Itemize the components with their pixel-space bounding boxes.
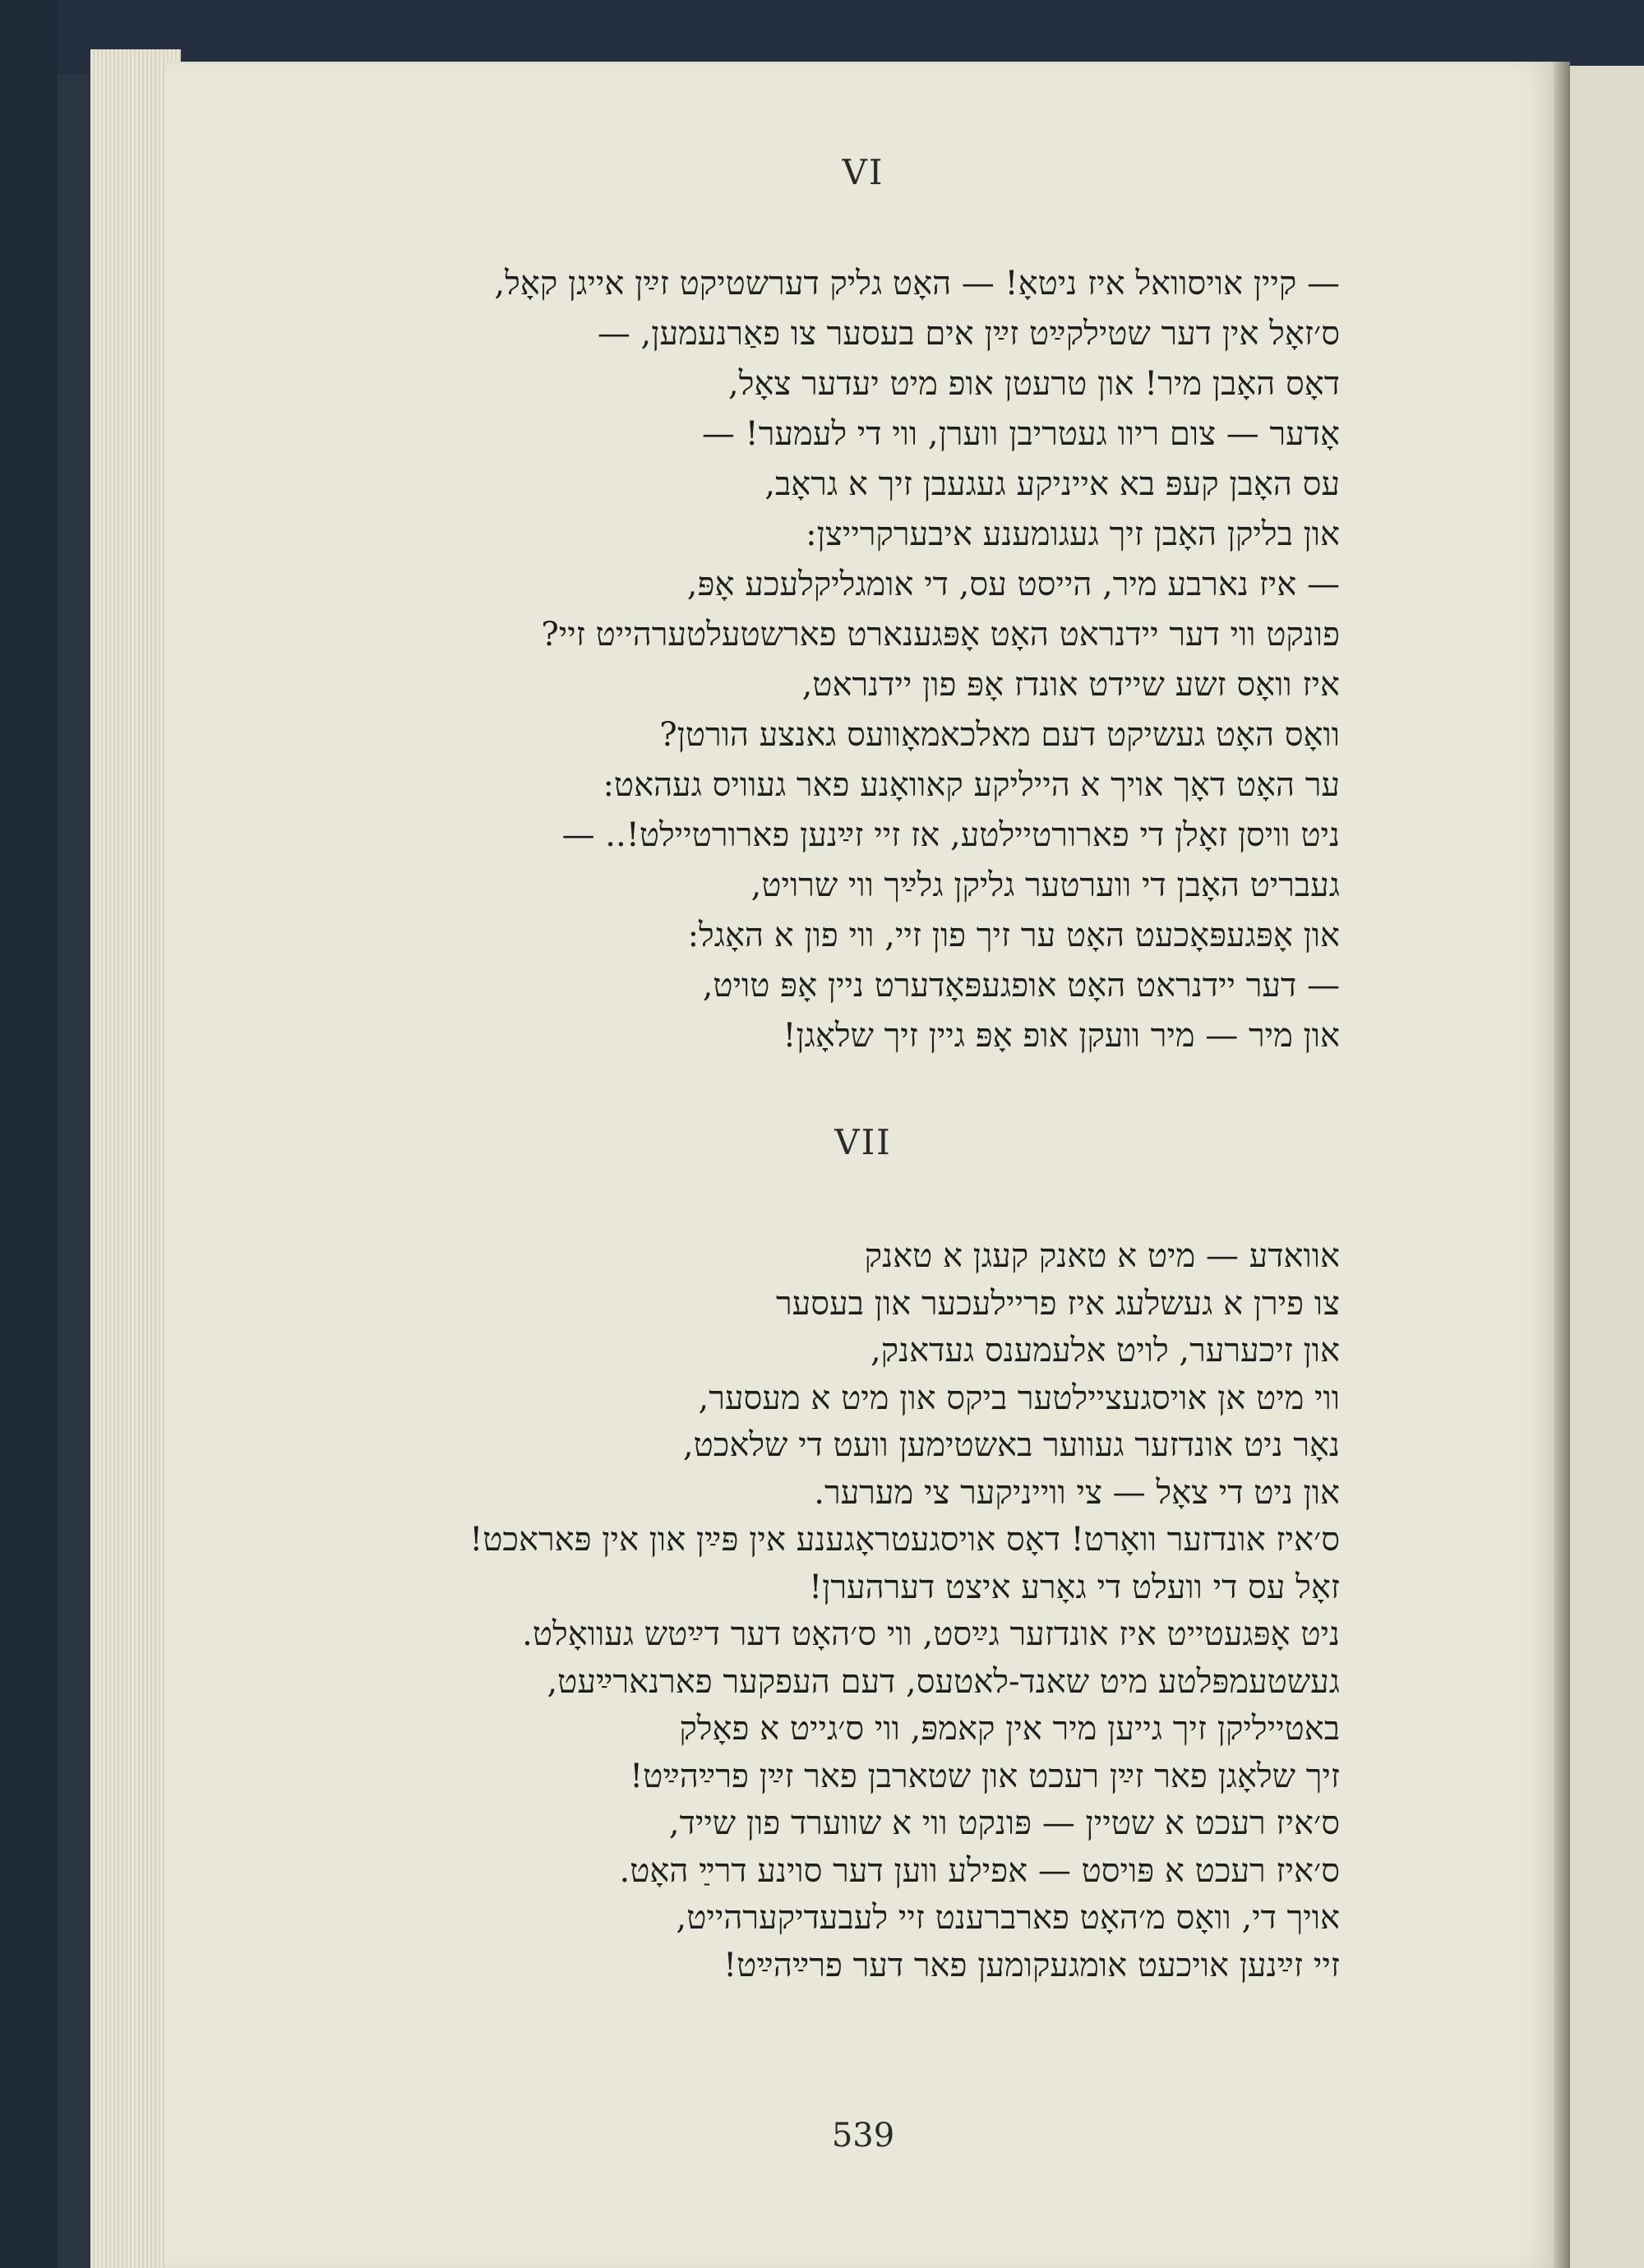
text-line: ווי מיט אן אויסגעציילטער ביקס און מיט א מעסער, [698,1379,1340,1417]
book-page [164,62,1562,2268]
section-number-vi: VI [842,152,884,192]
text-line: ס׳איז רעכט א שטיין — פּונקט ווי א שווערד פון שייד, [668,1804,1340,1842]
text-line: ניט אָפּגעטייט איז אונדזער גײַסט, ווי ס׳האָט דער דײַטש געוואָלט. [522,1615,1340,1653]
text-line: ניט וויסן זאָלן די פארורטיילטע, אז זיי זײַנען פארורטיילט!.. — [561,816,1340,854]
text-line: אויך די, וואָס מ׳האָט פארברענט זיי לעבעדיקערהייט, [676,1899,1340,1937]
text-line: — איז נארבע מיר, הייסט עס, די אומגליקלעכע אָפּ, [686,566,1340,603]
text-line: ס׳זאָל אין דער שטילקײַט זײַן אים בעסער צו פאַרנעמען, — [597,315,1340,353]
text-line: פונקט ווי דער יידנראט האָט אָפּגענארט פארשטעלטערהייט זיי? [541,616,1340,654]
text-line: ס׳איז רעכט א פּויסט — אפילע ווען דער סוינע דרײַ האָט. [619,1851,1340,1890]
section-vii-text [386,1233,1340,1989]
page-gutter [1554,62,1570,2268]
text-line: און זיכערער, לויט אלעמענס געדאנק, [870,1332,1340,1370]
book-cover-spine [0,0,58,2268]
text-line: — דער יידנראט האָט אופגעפּאָדערט ניין אָפּ טויט, [702,967,1340,1005]
text-line: ער האָט דאָך אויך א הייליקע קאוואָנע פאר געוויס געהאט: [603,766,1340,804]
text-line: זיי זײַנען אויכעט אומגעקומען פאר דער פרײַהײַט! [723,1946,1340,1984]
text-line: — קיין אויסוואל איז ניטאָ! — האָט גליק דערשטיקט זײַן אייגן קאָל, [494,265,1340,303]
text-line: עס האָבן קעפּ בא אייניקע געגעבן זיך א גראָב, [764,465,1340,503]
text-line: זאָל עס די וועלט די גאָרע איצט דערהערן! [809,1568,1340,1606]
text-line: אָדער — צום ריוו געטריבן ווערן, ווי די לעמער! — [701,415,1340,453]
text-line: וואָס האָט געשיקט דעם מאלכאמאָוועס גאנצע הורטן? [659,716,1340,754]
facing-page-edge [1570,66,1644,2268]
text-line: איז וואָס זשע שיידט אונדז אָפּ פון יידנראט, [801,666,1340,704]
text-line: געבריט האָבן די ווערטער גליקן גלײַך ווי שרויט, [750,866,1340,904]
section-number-vii: VII [834,1122,892,1162]
text-line: דאָס האָבן מיר! און טרעטן אופ מיט יעדער צאָל, [728,365,1340,403]
text-line: און ניט די צאָל — צי ווייניקער צי מערער. [814,1473,1340,1512]
text-line: געשטעמפּלטע מיט שאנד-לאטעס, דעם העפקער פארנארײַעט, [547,1662,1340,1701]
text-line: אוואדע — מיט א טאנק קעגן א טאנק [864,1237,1340,1275]
text-line: און מיר — מיר וועקן אופ אָפּ גיין זיך שלאָגן! [783,1017,1340,1055]
page-number: 539 [831,2117,895,2155]
text-line: זיך שלאָגן פאר זײַן רעכט און שטארבן פאר זײַן פרײַהײַט! [630,1757,1340,1795]
text-line: און בליקן האָבן זיך געגומענע איבערקרייצן: [806,515,1340,553]
text-line: און אָפּגעפּאָכעט האָט ער זיך פון זיי, ווי פון א האָגל: [687,917,1340,954]
text-line: ס׳איז אונדזער וואָרט! דאָס אויסגעטראָגענע אין פּײַן און אין פּאראכט! [469,1521,1340,1559]
text-line: באטייליקן זיך גייען מיר אין קאמפּ, ווי ס׳גייט א פאָלק [679,1710,1340,1748]
text-line: צו פירן א געשלעג איז פריילעכער און בעסער [776,1284,1340,1323]
section-vi-text [386,259,1340,1061]
text-line: נאָר ניט אונדזער געווער באשטימען וועט די שלאכט, [682,1426,1340,1464]
